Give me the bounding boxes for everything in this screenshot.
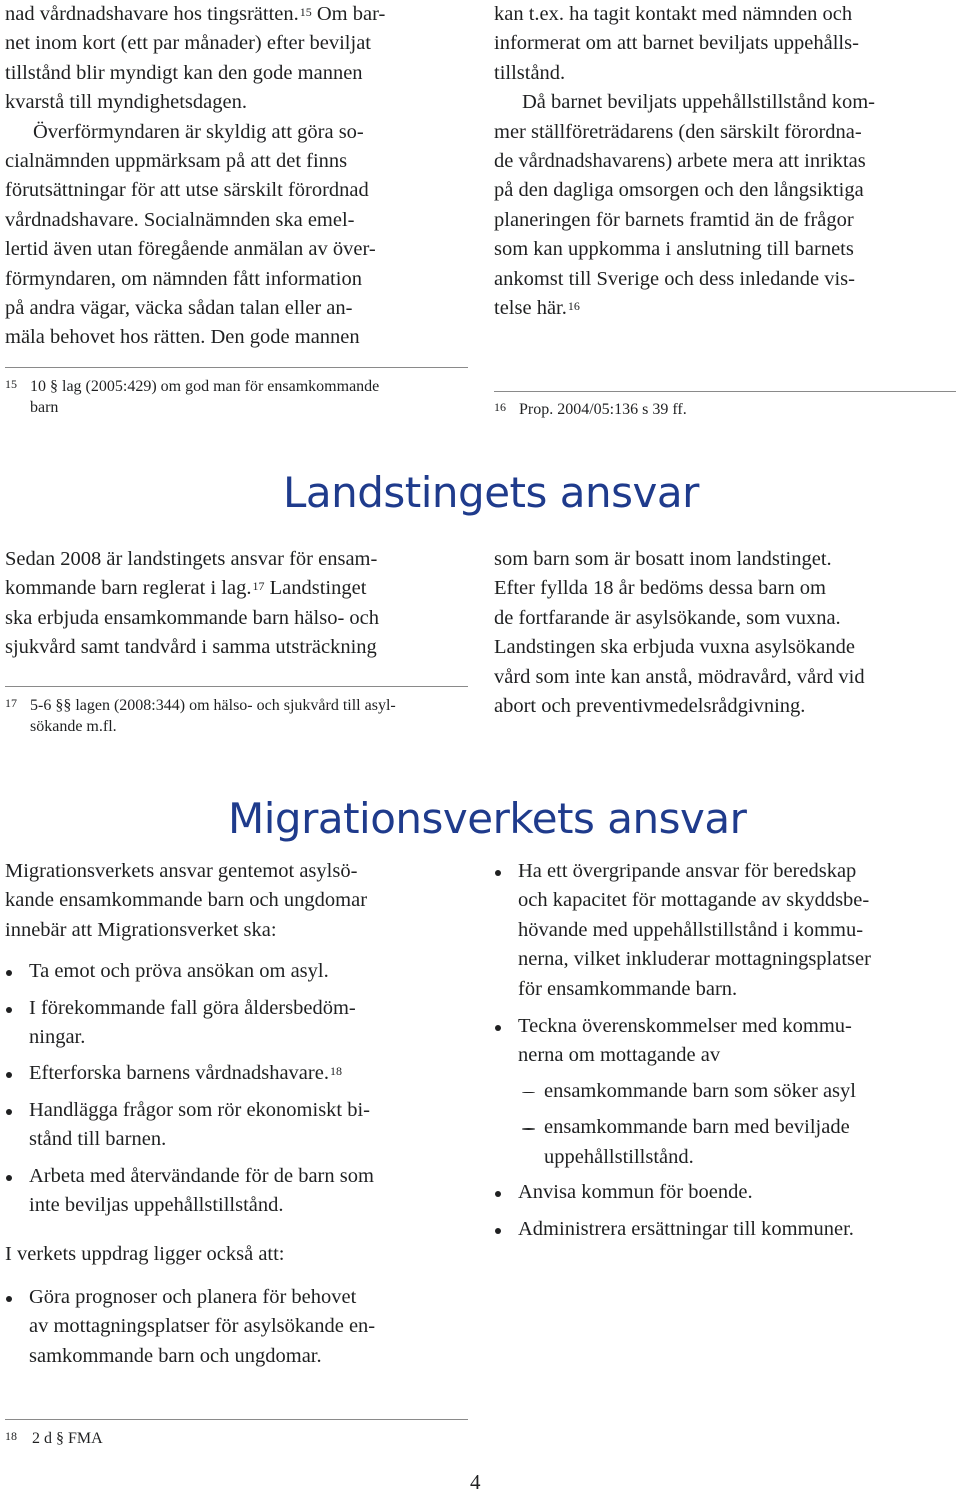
list-item: I förekommande fall göra åldersbedöm- ningar. — [5, 994, 467, 1053]
sub-list-item: ensamkommande barn som söker asyl — [520, 1077, 956, 1106]
footnote-divider — [5, 686, 468, 687]
section1-right-column — [494, 0, 956, 323]
text-line: vårdnadshavare. Socialnämnden ska emel- — [5, 208, 355, 231]
section2-right-column — [494, 545, 956, 721]
text-line: på andra vägar, väcka sådan talan eller an- — [5, 297, 353, 320]
text-line: förutsättningar för att utse särskilt förordnad — [5, 179, 369, 202]
text-line: Efter fyllda 18 år bedöms dessa barn om — [494, 577, 826, 600]
footnote-divider — [494, 391, 956, 392]
footnote-number: 18 — [5, 1429, 17, 1443]
text-line: Sedan 2008 är landstingets ansvar för ensam- — [5, 548, 378, 570]
text-line: som kan uppkomma i anslutning till barnets — [494, 238, 854, 261]
text-line: kommande barn reglerat i lag.$^{17}$ Landstinget — [5, 577, 367, 600]
text-line: mäla behovet hos rätten. Den gode mannen — [5, 326, 360, 349]
sub-list — [518, 1077, 956, 1172]
heading-landstingets-ansvar: Landstingets ansvar — [283, 468, 699, 517]
text-line: innebär att Migrationsverket ska: — [5, 918, 277, 941]
text-line: kvarstå till myndighetsdagen. — [5, 91, 247, 114]
intro-paragraph — [5, 857, 467, 945]
text-line: net inom kort (ett par månader) efter beviljat — [5, 32, 371, 55]
footnote-ref-15[interactable]: 15 — [299, 5, 312, 19]
footnote-text: 2 d § FMA — [32, 1430, 103, 1447]
text-line: Då barnet beviljats uppehållstillstånd kom- — [522, 91, 875, 114]
list-item: Handlägga frågor som rör ekonomiskt bi- stånd till barnen. — [5, 1096, 467, 1155]
list-item: Teckna överenskommelser med kommu- nerna om mottagande av ensamkommande barn som söker asyl ensamkommande barn med beviljade uppehållstillstånd. — [494, 1012, 956, 1172]
additional-list — [5, 1283, 467, 1371]
body-paragraph — [5, 0, 460, 353]
text-line: planeringen för barnets framtid än de frågor — [494, 208, 854, 231]
section1-left-column — [5, 0, 460, 353]
text-line: Landstingen ska erbjuda vuxna asylsökande — [494, 636, 855, 659]
footnote-ref-17[interactable]: 17 — [252, 579, 265, 594]
text-line: på den dagliga omsorgen och den långsiktiga — [494, 179, 864, 202]
sub-list-item: ensamkommande barn med beviljade uppehållstillstånd. — [520, 1113, 956, 1172]
text-line: nad vårdnadshavare hos tingsrätten.$^{15}$ Om bar- — [5, 3, 386, 25]
text-line: som barn som är bosatt inom landstinget. — [494, 548, 832, 570]
text-line: de vårdnadshavarens) arbete mera att inriktas — [494, 150, 866, 173]
text-line: tillstånd. — [494, 61, 566, 84]
page-number: 4 — [470, 1470, 481, 1494]
text-line: sjukvård samt tandvård i samma utsträckning — [5, 636, 377, 659]
footnote-number: 16 — [494, 400, 506, 414]
list-item: Ha ett övergripande ansvar för beredskap och kapacitet för mottagande av skyddsbe- hövande med uppehållstillstånd i kommu- nerna, vilket inkluderar mottagningsplatser för ensamkommande barn. — [494, 857, 956, 1004]
footnote-text: sökande m.fl. — [30, 718, 117, 735]
body-paragraph — [494, 545, 956, 721]
footnote-15 — [5, 376, 465, 418]
body-paragraph — [5, 545, 467, 663]
footnote-divider — [5, 367, 468, 368]
text-line: telse här.$^{16}$ — [494, 297, 580, 320]
footnote-ref-18[interactable]: 18 — [329, 1064, 342, 1079]
section2-left-column — [5, 545, 467, 663]
mid-paragraph: I verkets uppdrag ligger också att: — [5, 1243, 285, 1266]
heading-migrationsverkets-ansvar: Migrationsverkets ansvar — [228, 794, 747, 843]
body-paragraph — [494, 0, 956, 323]
text-line: ska erbjuda ensamkommande barn hälso- och — [5, 606, 380, 629]
list-item: Göra prognoser och planera för behovet av mottagningsplatser för asylsökande en- samkommande barn och ungdomar. — [5, 1283, 467, 1371]
text-line: Överförmyndaren är skyldig att göra so- — [33, 120, 364, 143]
text-line: lertid även utan föregående anmälan av över- — [5, 238, 376, 261]
footnote-16 — [494, 399, 954, 420]
text-line: informerat om att barnet beviljats uppehålls- — [494, 32, 859, 55]
text-line: ankomst till Sverige och dess inledande vis- — [494, 267, 855, 290]
footnote-number: 15 — [5, 377, 17, 391]
section3-left-column — [5, 857, 467, 1371]
text-line: de fortfarande är asylsökande, som vuxna. — [494, 606, 841, 629]
list-item: Ta emot och pröva ansökan om asyl. — [5, 957, 467, 986]
text-line: abort och preventivmedelsrådgivning. — [494, 695, 806, 718]
list-item: Efterforska barnens vårdnadshavare.$^{18}$ — [5, 1059, 467, 1088]
text-line: mer ställföreträdarens (den särskilt förordna- — [494, 120, 862, 143]
responsibility-list — [5, 957, 467, 1220]
footnote-text: Prop. 2004/05:136 s 39 ff. — [519, 401, 687, 418]
list-item: Arbeta med återvändande för de barn som inte beviljas uppehållstillstånd. — [5, 1162, 467, 1221]
footnote-ref-16[interactable]: 16 — [567, 299, 580, 314]
text-line: förmyndaren, om nämnden fått information — [5, 267, 362, 290]
footnote-number: 17 — [5, 696, 17, 710]
footnote-divider — [5, 1419, 468, 1420]
text-line: cialnämnden uppmärksam på att det finns — [5, 150, 348, 173]
footnote-text: 5-6 §§ lagen (2008:344) om hälso- och sjukvård till asyl- — [30, 697, 396, 714]
list-item: Administrera ersättningar till kommuner. — [494, 1215, 956, 1244]
footnote-text: barn — [30, 399, 59, 416]
responsibility-list — [494, 857, 956, 1245]
text-line: tillstånd blir myndigt kan den gode mannen — [5, 61, 363, 84]
footnote-17 — [5, 695, 467, 737]
text-line: Migrationsverkets ansvar gentemot asylsö- — [5, 860, 358, 882]
text-line: vård som inte kan anstå, mödravård, vård vid — [494, 665, 865, 688]
section3-right-column — [494, 857, 956, 1245]
text-line: kan t.ex. ha tagit kontakt med nämnden och — [494, 3, 853, 25]
footnote-text: 10 § lag (2005:429) om god man för ensamkommande — [30, 378, 380, 395]
text-line: kande ensamkommande barn och ungdomar — [5, 889, 368, 912]
list-item: Anvisa kommun för boende. — [494, 1178, 956, 1207]
footnote-18 — [5, 1428, 467, 1449]
